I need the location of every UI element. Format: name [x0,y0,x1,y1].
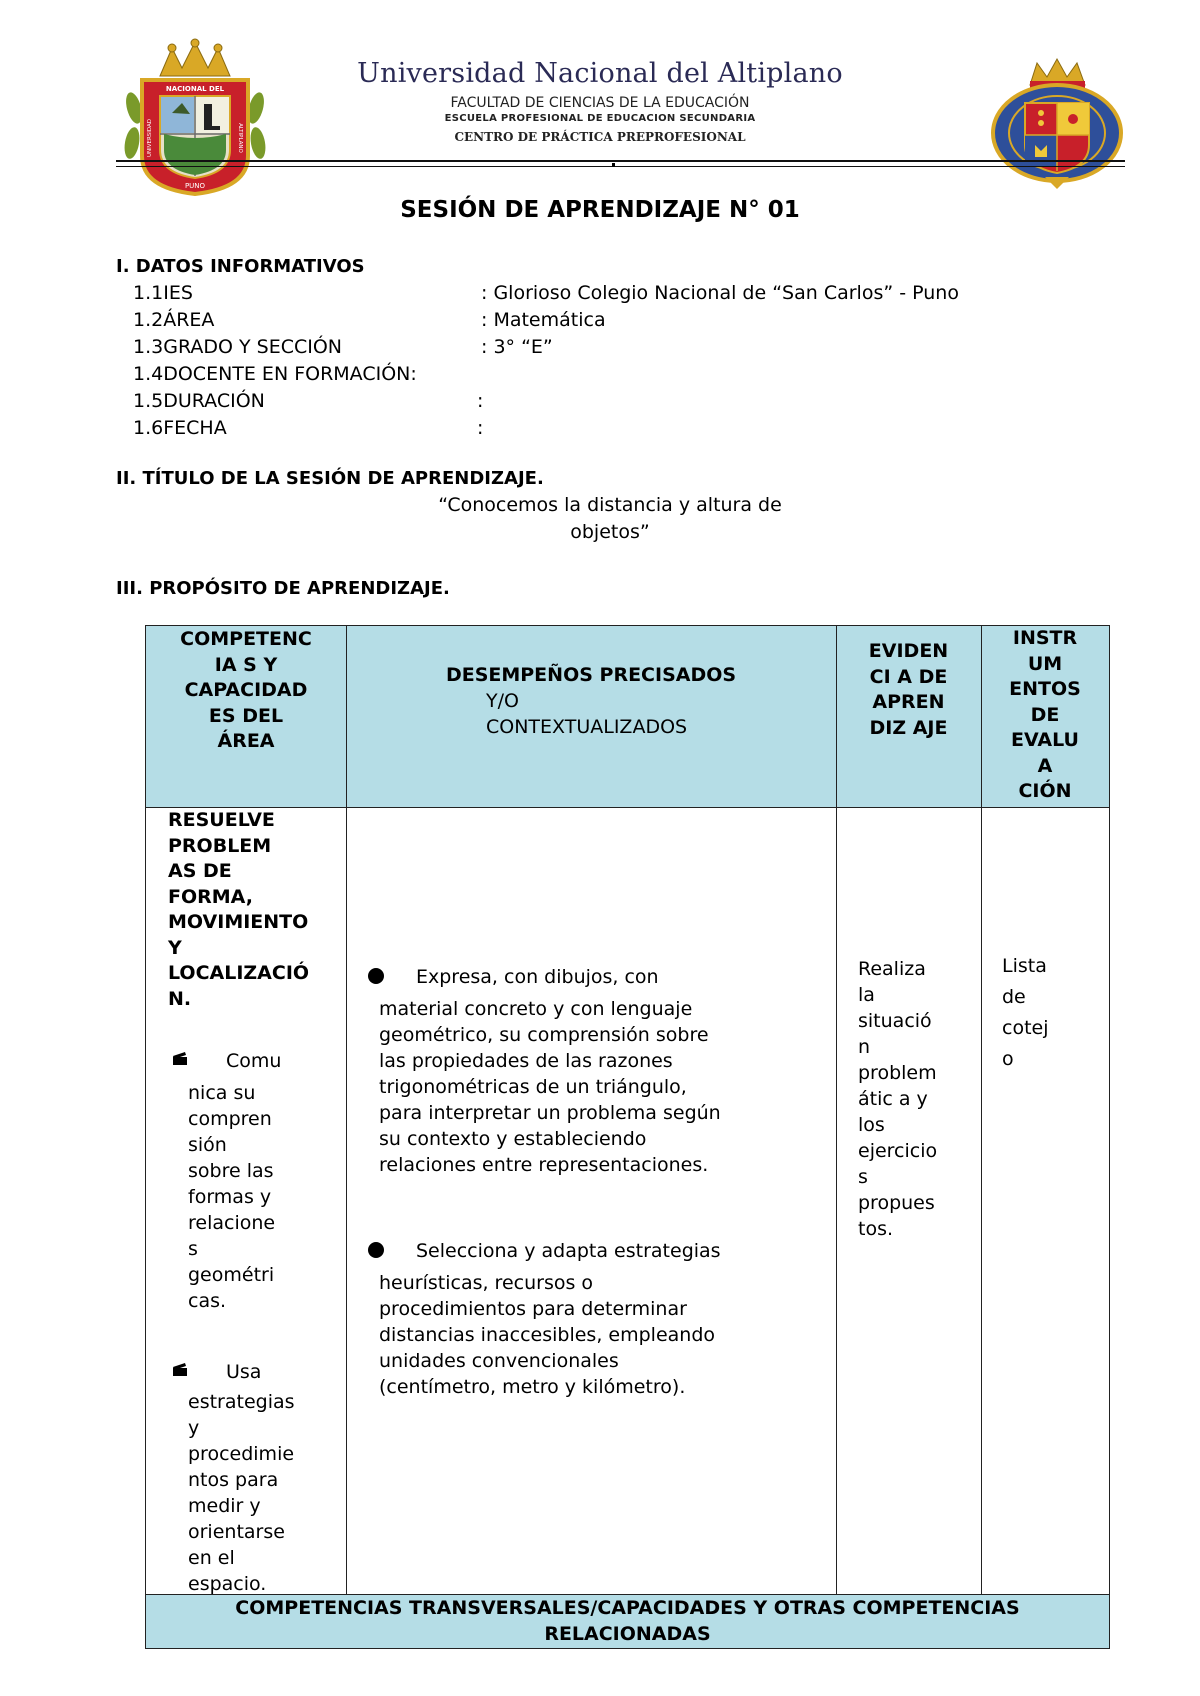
desempeno-line: material concreto y con lenguaje [379,998,693,1020]
header-desempenos-line: CONTEXTUALIZADOS [486,716,688,738]
session-topic [380,492,840,546]
capacity-line: sobre las [188,1160,274,1182]
capacity-line: formas y [188,1186,272,1208]
capacity-line: medir y [188,1495,261,1517]
desempeno-line: geométrico, su comprensión sobre [379,1024,709,1046]
capacity-line: en el [188,1547,235,1569]
competence-line: RESUELVE [168,809,275,831]
header-line: DIZ AJE [869,716,948,739]
college-crest [985,55,1130,190]
header-desempenos-bold: DESEMPEÑOS PRECISADOS [445,664,737,686]
header-rule-thin [116,166,1125,167]
capacity-line: cas. [188,1290,227,1312]
desempeno-line: distancias inaccesibles, empleando [379,1324,716,1346]
instrument-line: de [1002,986,1026,1008]
header-competencias [146,626,346,755]
capacity-line: procedimie [188,1443,295,1465]
desempeno-line: unidades convencionales [379,1350,619,1372]
info-value-grade: : 3° “E” [481,336,553,358]
header-desempenos [346,662,836,740]
header-line: DE [1030,703,1060,726]
evidence-line: n [858,1036,871,1058]
header-line: ÁREA [217,730,275,752]
info-label-date: 1.6FECHA [133,417,227,439]
info-value-area: : Matemática [481,309,606,331]
header-desempenos-line: Y/O [486,690,519,712]
purpose-table [145,625,1110,1649]
instrument-line: o [1002,1048,1014,1070]
instrument-line: cotej [1002,1017,1049,1039]
transversal-competencies-heading [146,1595,1109,1647]
desempeno-2 [368,1238,828,1400]
capacity-line: geométri [188,1264,275,1286]
header-line: IA S Y [214,653,278,676]
competence-line: N. [168,987,192,1010]
header-instrumentos [981,626,1109,805]
capacity-1-first: Comu [226,1050,282,1072]
desempeno-2-first: Selecciona y adapta estrategias [416,1240,721,1262]
session-title: SESIÓN DE APRENDIZAJE N° 01 [400,197,800,223]
evidence-line: tos. [858,1218,894,1240]
evidence-line: s [858,1166,868,1188]
competence-line: PROBLEM [168,834,272,857]
footer-line-1: COMPETENCIAS TRANSVERSALES/CAPACIDADES Y OTRAS COMPETENCIAS [235,1597,1020,1619]
header-line: A [1037,754,1053,777]
capacity-line: y [188,1417,200,1439]
instrument [1002,951,1102,1075]
capacity-2 [172,1359,344,1597]
header-line: INSTR [1012,627,1078,649]
desempeno-line: trigonométricas de un triángulo, [379,1076,687,1098]
info-label-area: 1.2ÁREA [133,309,215,331]
school-name: ESCUELA PROFESIONAL DE EDUCACION SECUNDARIA [444,113,756,124]
capacity-line: estrategias [188,1391,295,1413]
session-topic-line-2: objetos” [570,521,650,543]
evidence-line: la [858,984,875,1006]
desempeno-line: las propiedades de las razones [379,1050,673,1072]
logo-text-right: ALTIPLANO [237,123,243,153]
header-line: EVALU [1011,729,1079,751]
university-name: Universidad Nacional del Altiplano [357,58,843,89]
info-value-duration: : [477,390,484,412]
desempeno-line: (centímetro, metro y kilómetro). [379,1376,686,1398]
evidence-line: problem [858,1062,937,1084]
capacity-line: compren [188,1108,272,1130]
competence-line: LOCALIZACIÓ [168,962,310,984]
info-label-ies: 1.1IES [133,282,193,304]
section-3-heading: III. PROPÓSITO DE APRENDIZAJE. [116,578,450,599]
header-line: EVIDEN [868,640,949,662]
capacity-line: sión [188,1134,227,1156]
info-value-ies: : Glorioso Colegio Nacional de “San Carlos” - Puno [481,282,959,304]
clapper-bullet-icon [172,1052,188,1065]
header-line: ENTOS [1009,678,1081,700]
evidence-line: propues [858,1192,935,1214]
capacity-line: orientarse [188,1521,285,1543]
competence-line: MOVIMIENTO [168,911,309,933]
bullet-icon [368,1242,384,1258]
evidence-line: Realiza [858,958,926,980]
desempeno-line: para interpretar un problema según [379,1102,721,1124]
section-1-heading: I. DATOS INFORMATIVOS [116,256,365,277]
evidence-line: situació [858,1010,932,1032]
header-line: COMPETENC [180,628,312,650]
footer-line-2: RELACIONADAS [544,1623,711,1645]
instrument-line: Lista [1002,955,1047,977]
session-topic-line-1: “Conocemos la distancia y altura de [438,494,782,516]
capacity-line: nica su [188,1082,256,1104]
evidence-line: átic a y [858,1088,928,1110]
competence-line: AS DE [168,860,232,882]
desempeno-line: procedimientos para determinar [379,1298,687,1320]
capacity-line: s [188,1238,198,1260]
desempeno-line: su contexto y estableciendo [379,1128,647,1150]
bullet-icon [368,968,384,984]
capacity-line: relacione [188,1212,276,1234]
desempeno-1 [368,964,828,1178]
header-rule [116,160,1125,162]
capacity-1 [172,1048,344,1314]
evidence [858,956,978,1242]
desempeno-line: relaciones entre representaciones. [379,1154,709,1176]
header-line: CI A DE [869,665,948,688]
section-2-heading: II. TÍTULO DE LA SESIÓN DE APRENDIZAJE. [116,468,544,489]
clapper-bullet-icon [172,1363,188,1376]
rule-mark [612,163,615,167]
info-value-date: : [477,417,484,439]
competence-line: Y [168,936,182,959]
info-label-teacher: 1.4DOCENTE EN FORMACIÓN: [133,363,417,385]
evidence-line: ejercicio [858,1140,938,1162]
header-evidencia [836,639,981,741]
center-name: CENTRO DE PRÁCTICA PREPROFESIONAL [454,130,746,144]
capacity-line: espacio. [188,1573,267,1595]
capacity-line: ntos para [188,1469,279,1491]
desempeno-1-first: Expresa, con dibujos, con [416,966,659,988]
header-line: CAPACIDAD [184,679,308,701]
header-line: APREN [872,691,945,713]
capacity-2-first: Usa [226,1361,262,1383]
info-label-duration: 1.5DURACIÓN [133,390,265,412]
logo-text-top: NACIONAL DEL [165,85,225,93]
header-line: UM [1027,652,1063,675]
header-line: ES DEL [208,704,284,727]
table-column-divider [346,626,347,1594]
logo-text-left: UNIVERSIDAD [147,118,153,158]
competence-line: FORMA, [168,885,253,908]
desempeno-line: heurísticas, recursos o [379,1272,594,1294]
competence-name [168,808,344,1012]
evidence-line: los [858,1114,885,1136]
faculty-name: FACULTAD DE CIENCIAS DE LA EDUCACIÓN [450,95,750,111]
header-line: CIÓN [1018,780,1072,802]
table-column-divider [836,626,837,1594]
info-label-grade: 1.3GRADO Y SECCIÓN [133,336,343,358]
logo-text-bottom: PUNO [184,182,206,190]
